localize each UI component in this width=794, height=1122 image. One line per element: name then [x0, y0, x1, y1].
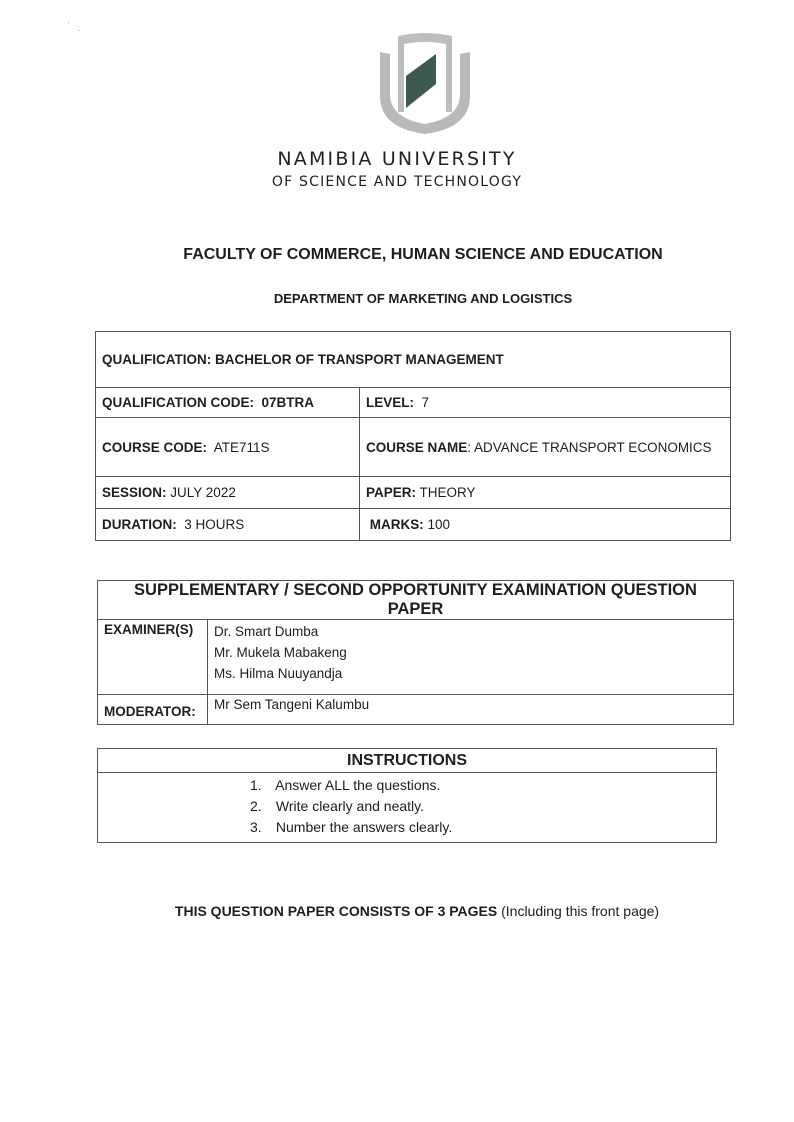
- instructions-list-row: [98, 773, 717, 843]
- code-level-row: [96, 388, 731, 418]
- instruction-item: [250, 817, 716, 838]
- session-paper-row: [96, 477, 731, 509]
- university-subtitle: OF SCIENCE AND TECHNOLOGY: [271, 174, 523, 190]
- examination-table: [97, 580, 734, 725]
- examiners-label-cell: [98, 620, 208, 695]
- exam-title: SUPPLEMENTARY / SECOND OPPORTUNITY EXAMINATION QUESTION PAPER: [98, 581, 734, 620]
- scan-speck: [78, 30, 79, 31]
- instruction-number: 3.: [250, 819, 262, 835]
- exam-title-row: [98, 581, 734, 620]
- moderator-row: [98, 695, 734, 725]
- qualification-code-label: QUALIFICATION CODE:: [102, 395, 254, 410]
- marks-value: 100: [427, 517, 451, 532]
- moderator-name: Mr Sem Tangeni Kalumbu: [208, 695, 734, 725]
- examiner-name: Ms. Hilma Nuuyandja: [214, 666, 343, 681]
- page-count-bold: THIS QUESTION PAPER CONSISTS OF 3 PAGES: [174, 903, 498, 919]
- instructions-title: INSTRUCTIONS: [98, 749, 717, 773]
- paper-cell: [360, 477, 731, 509]
- level-value: 7: [421, 395, 430, 410]
- session-cell: [96, 477, 360, 509]
- examiners-list: [208, 620, 734, 695]
- examiner-name: Dr. Smart Dumba: [214, 624, 319, 639]
- university-logo-icon: [376, 32, 474, 134]
- course-code-value: ATE711S: [213, 439, 270, 455]
- examiner-name: Mr. Mukela Mabakeng: [214, 645, 347, 660]
- university-name: NAMIBIA UNIVERSITY: [277, 148, 517, 170]
- qualification-code-cell: [96, 388, 360, 418]
- instruction-number: 2.: [250, 798, 262, 814]
- instructions-title-row: [98, 749, 717, 773]
- course-code-label: COURSE CODE:: [102, 439, 208, 455]
- instructions-table: [97, 748, 717, 843]
- course-info-table: [95, 331, 731, 541]
- course-name-cell: [360, 418, 731, 477]
- qualification-value: BACHELOR OF TRANSPORT MANAGEMENT: [215, 352, 504, 367]
- page-count-detail: (Including this front page): [497, 903, 660, 919]
- duration-marks-row: [96, 509, 731, 541]
- qualification-label: QUALIFICATION:: [102, 352, 212, 367]
- level-label: LEVEL:: [366, 395, 415, 410]
- instruction-item: [250, 775, 716, 796]
- paper-value: THEORY: [419, 485, 476, 500]
- scan-speck: [68, 22, 69, 23]
- session-value: JULY 2022: [170, 485, 236, 500]
- qualification-code-value: 07BTRA: [261, 395, 315, 410]
- course-name-label: COURSE NAME: [366, 439, 468, 455]
- moderator-label: MODERATOR:: [104, 704, 196, 719]
- moderator-label-cell: [98, 695, 208, 725]
- qualification-cell: [96, 332, 731, 388]
- examiners-row: [98, 620, 734, 695]
- course-row: [96, 418, 731, 477]
- instruction-number: 1.: [250, 777, 262, 793]
- instruction-text: Write clearly and neatly.: [275, 798, 424, 814]
- duration-value: 3 HOURS: [184, 517, 245, 532]
- course-code-cell: [96, 418, 360, 477]
- qualification-row: [96, 332, 731, 388]
- marks-label: MARKS:: [369, 517, 424, 532]
- course-name-value: : ADVANCE TRANSPORT ECONOMICS: [467, 439, 712, 455]
- duration-label: DURATION:: [102, 517, 177, 532]
- faculty-heading: FACULTY OF COMMERCE, HUMAN SCIENCE AND EDUCATION: [183, 246, 663, 263]
- department-heading: DEPARTMENT OF MARKETING AND LOGISTICS: [273, 291, 573, 306]
- instructions-list: [98, 773, 717, 843]
- duration-cell: [96, 509, 360, 541]
- level-cell: [360, 388, 731, 418]
- marks-cell: [360, 509, 731, 541]
- instruction-item: [250, 796, 716, 817]
- examiners-label: EXAMINER(S): [104, 622, 194, 637]
- instruction-text: Number the answers clearly.: [275, 819, 453, 835]
- page-count-note: [0, 903, 794, 919]
- paper-label: PAPER:: [366, 485, 417, 500]
- session-label: SESSION:: [102, 485, 167, 500]
- instruction-text: Answer ALL the questions.: [275, 777, 441, 793]
